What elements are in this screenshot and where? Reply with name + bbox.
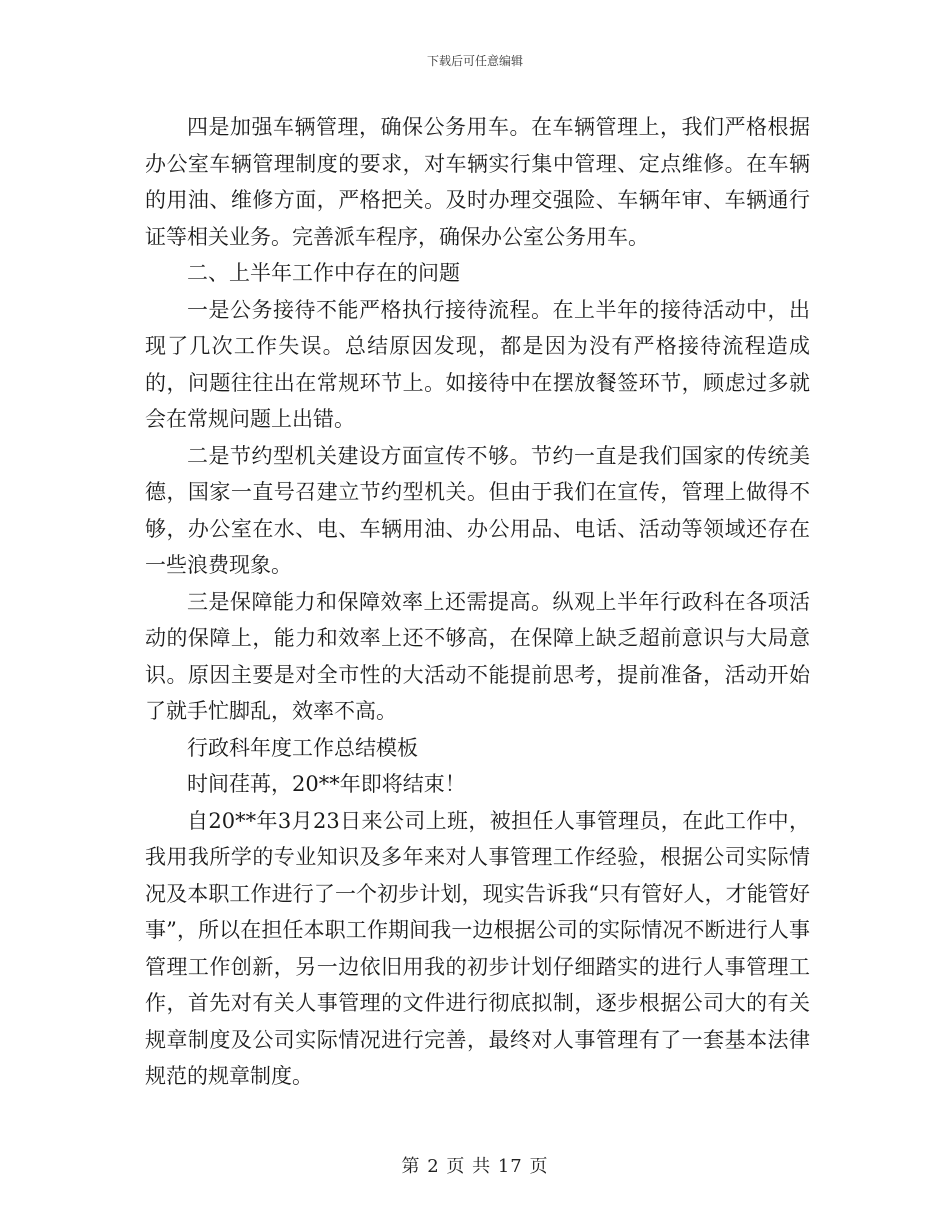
page-header: 下载后可任意编辑 bbox=[426, 54, 523, 68]
paragraph-vehicle-management: 四是加强车辆管理，确保公务用车。在车辆管理上，我们严格根据办公室车辆管理制度的要求，对车辆实行集中管理、定点维修。在车辆的用油、维修方面，严格把关。及时办理交强险、车辆年审、车辆通行证等相关业务。完善派车程序，确保办公室公务用车。 bbox=[145, 115, 810, 249]
paragraph-time-passes: 时间荏苒，20**年即将结束！ bbox=[187, 772, 466, 796]
template-title: 行政科年度工作总结模板 bbox=[187, 735, 418, 760]
paragraph-reception-issue: 一是公务接待不能严格执行接待流程。在上半年的接待活动中，出现了几次工作失误。总结原因发现，都是因为没有严格接待流程造成的，问题往往出在常规环节上。如接待中在摆放餐签环节，顾虑过多就会在常规问题上出错。 bbox=[145, 297, 810, 431]
paragraph-hr-work: 自20**年3月23日来公司上班，被担任人事管理员，在此工作中，我用我所学的专业知识及多年来对人事管理工作经验，根据公司实际情况及本职工作进行了一个初步计划，现实告诉我“只有管好人，才能管好事”，所以在担任本职工作期间我一边根据公司的实际情况不断进行人事管理工作创新，另一边依旧用我的初步计划仔细踏实的进行人事管理工作，首先对有关人事管理的文件进行彻底拟制，逐步根据公司大的有关规章制度及公司实际情况进行完善，最终对人事管理有了一套基本法律规范的规章制度。 bbox=[145, 808, 810, 1088]
paragraph-thrift-issue: 二是节约型机关建设方面宣传不够。节约一直是我们国家的传统美德，国家一直号召建立节约型机关。但由于我们在宣传，管理上做得不够，办公室在水、电、车辆用油、办公用品、电话、活动等领域还存在一些浪费现象。 bbox=[145, 443, 810, 577]
paragraph-support-issue: 三是保障能力和保障效率上还需提高。纵观上半年行政科在各项活动的保障上，能力和效率上还不够高，在保障上缺乏超前意识与大局意识。原因主要是对全市性的大活动不能提前思考，提前准备，活动开始了就手忙脚乱，效率不高。 bbox=[145, 589, 810, 723]
section-heading-problems: 二、上半年工作中存在的问题 bbox=[187, 261, 460, 285]
document-body bbox=[145, 109, 810, 1095]
page-number: 第 2 页 共 17 页 bbox=[401, 1156, 549, 1177]
